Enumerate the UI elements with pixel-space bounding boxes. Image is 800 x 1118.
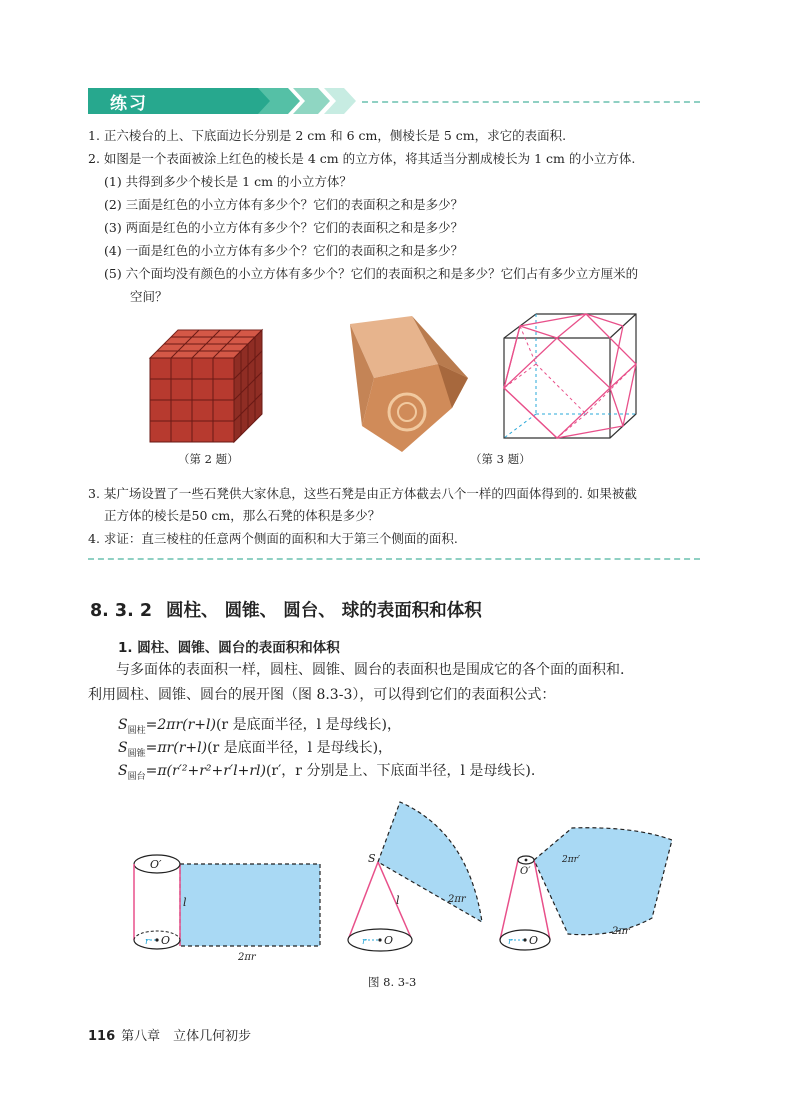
frustum-bottom-arc-label: 2πr	[612, 926, 630, 937]
section-number: 8. 3. 2	[90, 601, 153, 621]
section-heading: 圆柱、 圆锥、 圆台、 球的表面积和体积	[166, 601, 482, 621]
cone-apex-label: S	[368, 852, 376, 865]
exercise-2-item-3: (3) 两面是红色的小立方体有多少个？它们的表面积之和是多少？	[104, 220, 464, 235]
exercise-2-item-5: (5) 六个面均没有颜色的小立方体有多少个？它们的表面积之和是多少？它们占有多少立方厘米的	[104, 266, 639, 281]
frustum-top-arc-label: 2πr′	[562, 855, 580, 865]
exercise-2-item-5-cont: 空间？	[130, 289, 168, 304]
section-title	[90, 597, 496, 622]
cylinder-net-figure	[128, 842, 328, 964]
frustum-net-figure	[492, 822, 672, 958]
cone-net-figure	[340, 800, 490, 960]
cylinder-bottom-center-label: O	[161, 934, 171, 947]
cylinder-radius-label: r	[145, 937, 150, 947]
exercise-3-line-1: 3. 某广场设置了一些石凳供大家休息，这些石凳是由正方体截去八个一样的四面体得到的. 如果被截	[88, 486, 637, 501]
cone-generatrix-label: l	[396, 894, 400, 907]
red-cube-figure	[144, 324, 264, 446]
frustum-radius-label: r	[508, 937, 513, 947]
exercise-2-item-4: (4) 一面是红色的小立方体有多少个？它们的表面积之和是多少？	[104, 243, 464, 258]
subsection-heading: 1. 圆柱、圆锥、圆台的表面积和体积	[118, 640, 340, 656]
cone-arc-label: 2πr	[448, 894, 466, 905]
figure-caption: 图 8. 3-3	[368, 975, 417, 989]
exercise-4: 4. 求证：直三棱柱的任意两个侧面的面积和大于第三个侧面的面积.	[88, 531, 458, 546]
formula-frustum: $S_{圆台}=\pi(r'^2+r^2+r'l+rl)(r'$，r 分别是上、下底面半径，l 是母线长).	[118, 763, 536, 782]
cone-center-label: O	[384, 934, 394, 947]
stone-seat-figure	[342, 316, 472, 454]
exercise-3-line-2: 正方体的棱长是50 cm，那么石凳的体积是多少？	[104, 508, 381, 523]
page-number: 116	[88, 1029, 116, 1044]
frustum-center-label: O	[529, 934, 539, 947]
cone-radius-label: r	[362, 937, 367, 947]
exercise-1: 1. 正六棱台的上、下底面边长分别是 2 cm 和 6 cm，侧棱长是 5 cm，求它的表面积.	[88, 128, 567, 143]
cylinder-top-center-label: O′	[150, 858, 162, 871]
cylinder-arc-label: 2πr	[238, 952, 256, 963]
chapter-label: 第八章 立体几何初步	[121, 1029, 252, 1044]
practice-label: 练习	[110, 94, 148, 114]
practice-divider-top	[362, 101, 700, 103]
exercise-2-item-1: (1) 共得到多少个棱长是 1 cm 的小立方体？	[104, 174, 352, 189]
caption-question-2: （第 2 题）	[178, 452, 239, 466]
caption-question-3: （第 3 题）	[470, 452, 531, 466]
page-footer	[88, 1025, 251, 1044]
cuboctahedron-figure	[500, 310, 640, 442]
practice-divider-bottom	[88, 558, 700, 560]
formula-cylinder: $S_{圆柱}=2\pi r(r+l)(r$ 是底面半径，l 是母线长)，	[118, 717, 401, 736]
paragraph-line-1: 与多面体的表面积一样，圆柱、圆锥、圆台的表面积也是围成它的各个面的面积和.	[116, 662, 625, 678]
cylinder-generatrix-label: l	[183, 896, 187, 909]
formula-cone: $S_{圆锥}=\pi r(r+l)(r$ 是底面半径，l 是母线长)，	[118, 740, 393, 759]
paragraph-line-2: 利用圆柱、圆锥、圆台的展开图（图 8.3-3），可以得到它们的表面积公式：	[88, 687, 556, 703]
exercise-2: 2. 如图是一个表面被涂上红色的棱长是 4 cm 的立方体，将其适当分割成棱长为 1 cm 的小立方体.	[88, 151, 636, 166]
frustum-top-center-label: O′	[520, 866, 531, 877]
exercise-2-item-2: (2) 三面是红色的小立方体有多少个？它们的表面积之和是多少？	[104, 197, 464, 212]
